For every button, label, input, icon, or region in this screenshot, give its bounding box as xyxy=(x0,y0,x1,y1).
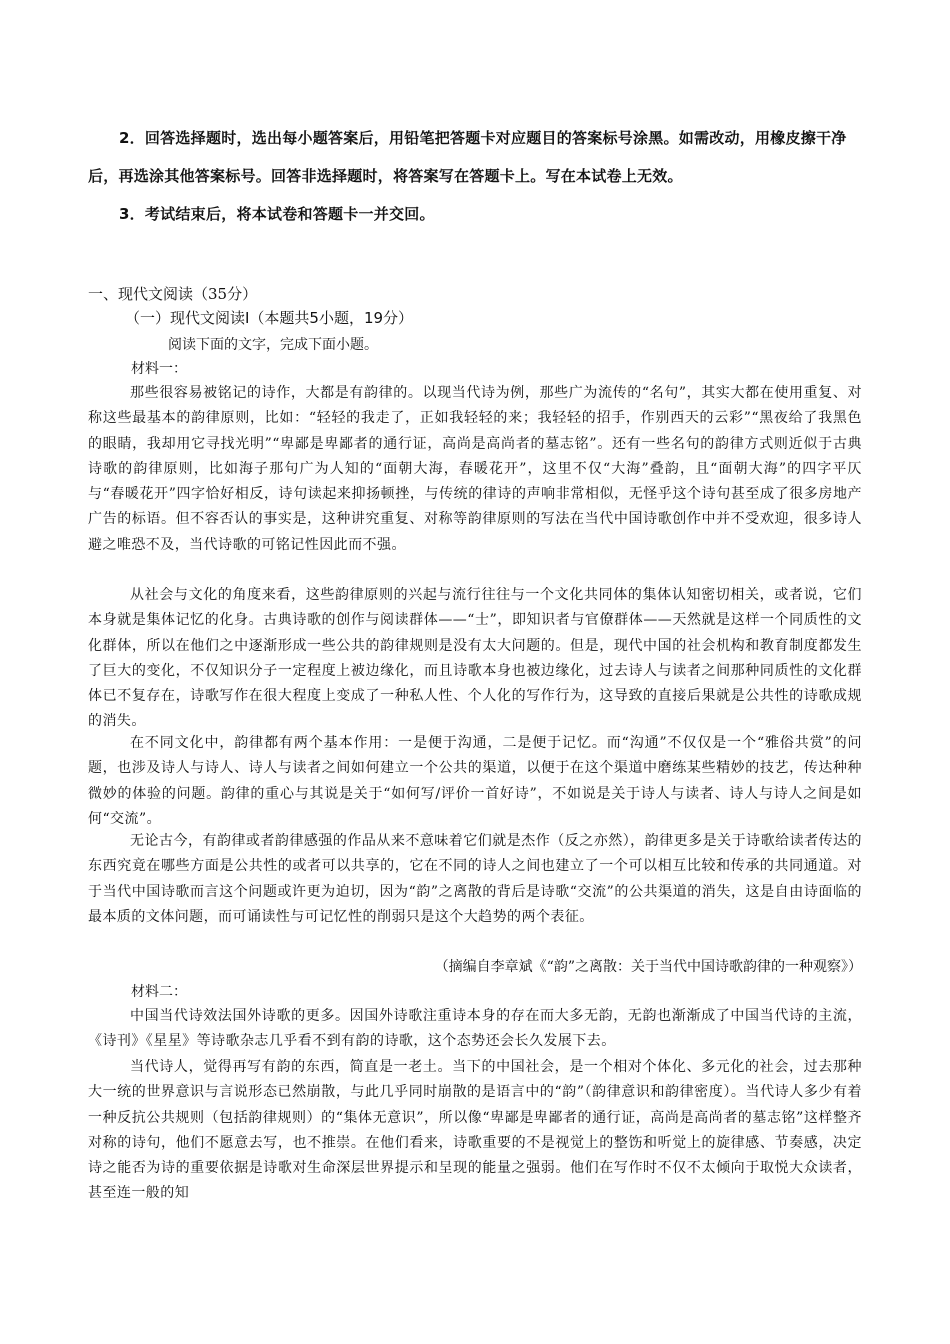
material-1-paragraph-1: 那些很容易被铭记的诗作，大都是有韵律的。以现当代诗为例，那些广为流传的“名句”，其实大都在使用重复、对称这些最基本的韵律原则，比如：“轻轻的我走了，正如我轻轻的来；我轻轻的招手，作别西天的云彩”“黑夜给了我黑色的眼睛，我却用它寻找光明”“卑鄙是卑鄙者的通行证，高尚是高尚者的墓志铭”。还有一些名句的韵律方式则近似于古典诗歌的韵律原则，比如海子那句广为人知的“面朝大海，春暖花开”，这里不仅“大海”叠韵，且“面朝大海”的四字平仄与“春暖花开”四字恰好相反，诗句读起来抑扬顿挫，与传统的律诗的声响非常相似，无怪乎这个诗句甚至成了很多房地产广告的标语。但不容否认的事实是，这种讲究重复、对称等韵律原则的写法在当代中国诗歌创作中并不受欢迎，很多诗人避之唯恐不及，当代诗歌的可铭记性因此而不强。 xyxy=(88,385,862,553)
section-title: 一、现代文阅读（35分） xyxy=(88,285,258,303)
instruction-item-2: 2．回答选择题时，选出每小题答案后，用铅笔把答题卡对应题目的答案标号涂黑。如需改动，用橡皮擦干净后，再选涂其他答案标号。回答非选择题时，将答案写在答题卡上。写在本试卷上无效。 xyxy=(88,129,847,185)
subsection-title: （一）现代文阅读Ⅰ（本题共5小题，19分） xyxy=(125,309,414,327)
material-1-paragraph-2: 从社会与文化的角度来看，这些韵律原则的兴起与流行往往与一个文化共同体的集体认知密切相关，或者说，它们本身就是集体记忆的化身。古典诗歌的创作与阅读群体——“士”，即知识者与官僚群体——天然就是这样一个同质性的文化群体，所以在他们之中逐渐形成一些公共的韵律规则是没有太大问题的。但是，现代中国的社会机构和教育制度都发生了巨大的变化，不仅知识分子一定程度上被边缘化，而且诗歌本身也被边缘化，过去诗人与读者之间那种同质性的文化群体已不复存在，诗歌写作在很大程度上变成了一种私人性、个人化的写作行为，这导致的直接后果就是公共性的诗歌成规的消失。 xyxy=(88,587,862,730)
material-1-paragraph-3: 在不同文化中，韵律都有两个基本作用：一是便于沟通，二是便于记忆。而“沟通”不仅仅是一个“雅俗共赏”的问题，也涉及诗人与诗人、诗人与读者之间如何建立一个公共的渠道，以便于在这个渠道中磨练某些精妙的技艺，传达种种微妙的体验的问题。韵律的重心与其说是关于“如何写/评价一首好诗”，不如说是关于诗人与读者、诗人与诗人之间是如何“交流”。 xyxy=(88,735,862,827)
instruction-item-3: 3．考试结束后，将本试卷和答题卡一并交回。 xyxy=(119,205,435,223)
material-1-source: （摘编自李章斌《“韵”之离散：关于当代中国诗歌韵律的一种观察》） xyxy=(434,959,862,975)
reading-instruction: 阅读下面的文字，完成下面小题。 xyxy=(168,337,378,353)
material-2-paragraph-2: 当代诗人，觉得再写有韵的东西，简直是一老土。当下的中国社会，是一个相对个体化、多元化的社会，过去那种大一统的世界意识与言说形态已然崩散，与此几乎同时崩散的是语言中的“韵”（韵律意识和韵律密度）。当代诗人多少有着一种反抗公共规则（包括韵律规则）的“集体无意识”，所以像“卑鄙是卑鄙者的通行证，高尚是高尚者的墓志铭”这样整齐对称的诗句，他们不愿意去写，也不推崇。在他们看来，诗歌重要的不是视觉上的整饬和听觉上的旋律感、节奏感，决定诗之能否为诗的重要依据是诗歌对生命深层世界提示和呈现的能量之强弱。他们在写作时不仅不太倾向于取悦大众读者，甚至连一般的知 xyxy=(88,1059,862,1202)
material-1-label: 材料一： xyxy=(131,361,187,377)
material-1-paragraph-4: 无论古今，有韵律或者韵律感强的作品从来不意味着它们就是杰作（反之亦然），韵律更多是关于诗歌给读者传达的东西究竟在哪些方面是公共性的或者可以共享的，它在不同的诗人之间也建立了一个可以相互比较和传承的共同通道。对于当代中国诗歌而言这个问题或许更为迫切，因为“韵”之离散的背后是诗歌“交流”的公共渠道的消失，这是自由诗面临的最本质的文体问题，而可诵读性与可记忆性的削弱只是这个大趋势的两个表征。 xyxy=(88,833,862,925)
material-2-label: 材料二： xyxy=(131,984,187,1000)
material-2-paragraph-1: 中国当代诗效法国外诗歌的更多。因国外诗歌注重诗本身的存在而大多无韵，无韵也渐渐成了中国当代诗的主流，《诗刊》《星星》等诗歌杂志几乎看不到有韵的诗歌，这个态势还会长久发展下去。 xyxy=(88,1008,862,1050)
